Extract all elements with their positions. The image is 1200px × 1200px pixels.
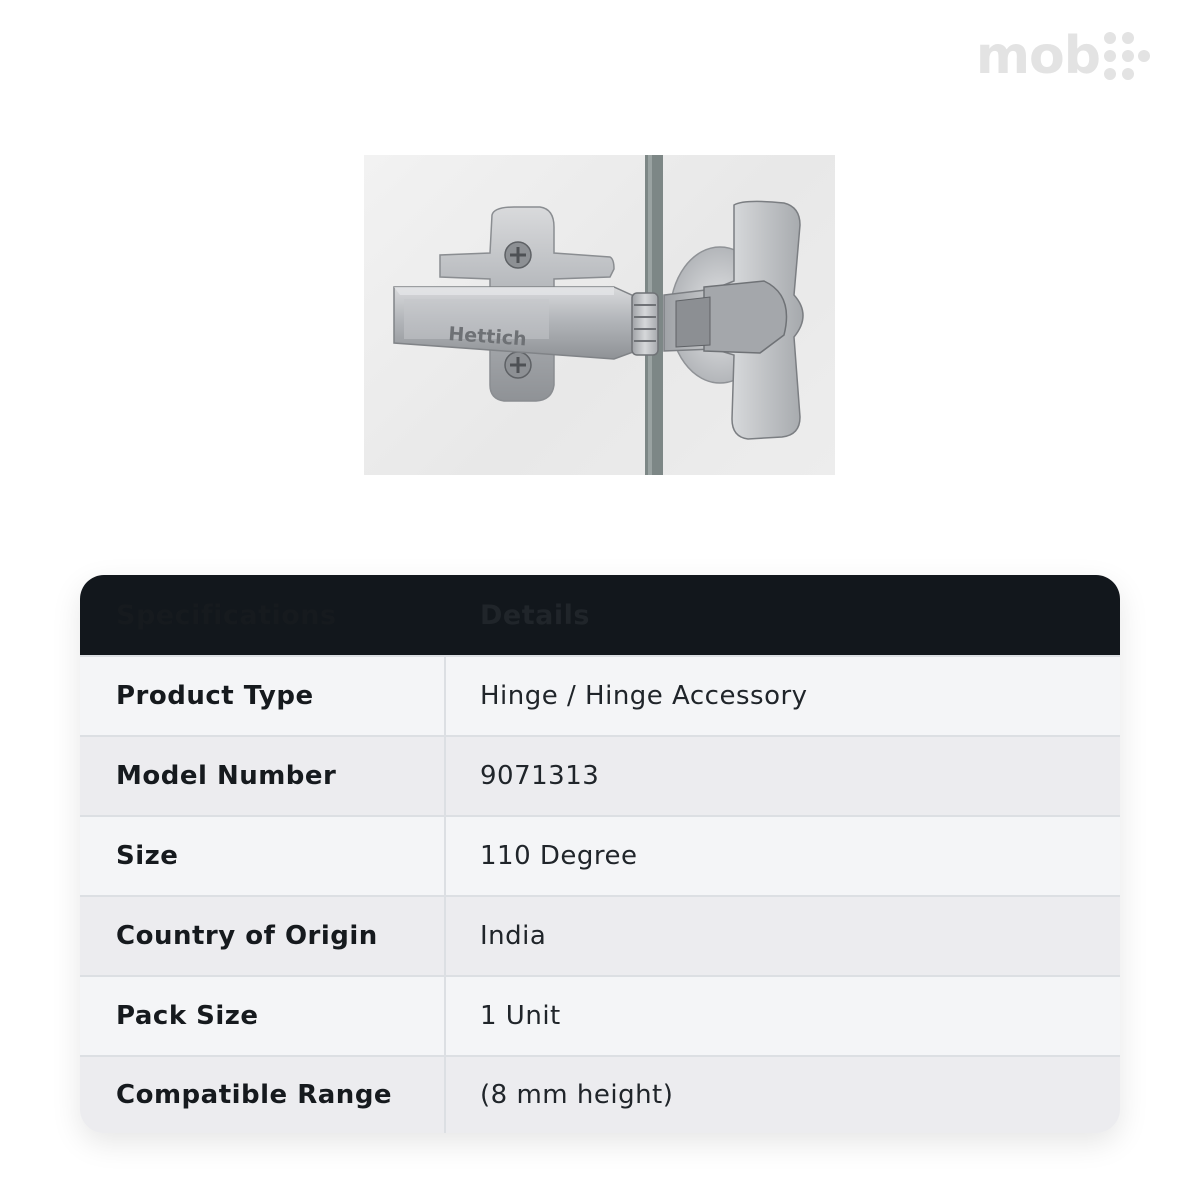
spec-value: Hinge / Hinge Accessory <box>480 681 808 711</box>
spec-value: India <box>480 921 547 951</box>
spec-label: Product Type <box>80 657 446 735</box>
product-image <box>364 155 835 475</box>
spec-value: 9071313 <box>480 761 600 791</box>
spec-label: Pack Size <box>80 977 446 1055</box>
table-row <box>80 735 1120 815</box>
logo-dots-icon <box>1102 30 1150 82</box>
hinge-illustration <box>364 155 835 475</box>
hinge-brand-text: Hettich <box>447 323 528 351</box>
table-row <box>80 975 1120 1055</box>
spec-value: 1 Unit <box>480 1001 561 1031</box>
specifications-table <box>80 575 1120 1133</box>
table-row <box>80 655 1120 735</box>
column-header-details: Details <box>480 599 590 631</box>
column-header-specifications: Specifications <box>116 599 337 631</box>
logo-text: mob <box>975 26 1100 86</box>
brand-logo <box>976 26 1150 86</box>
table-row <box>80 895 1120 975</box>
spec-label: Model Number <box>80 737 446 815</box>
spec-value: (8 mm height) <box>480 1080 674 1110</box>
table-row <box>80 1055 1120 1133</box>
table-row <box>80 815 1120 895</box>
spec-label: Compatible Range <box>80 1057 446 1133</box>
spec-value: 110 Degree <box>480 841 638 871</box>
table-header-row <box>80 575 1120 655</box>
spec-label: Country of Origin <box>80 897 446 975</box>
spec-label: Size <box>80 817 446 895</box>
